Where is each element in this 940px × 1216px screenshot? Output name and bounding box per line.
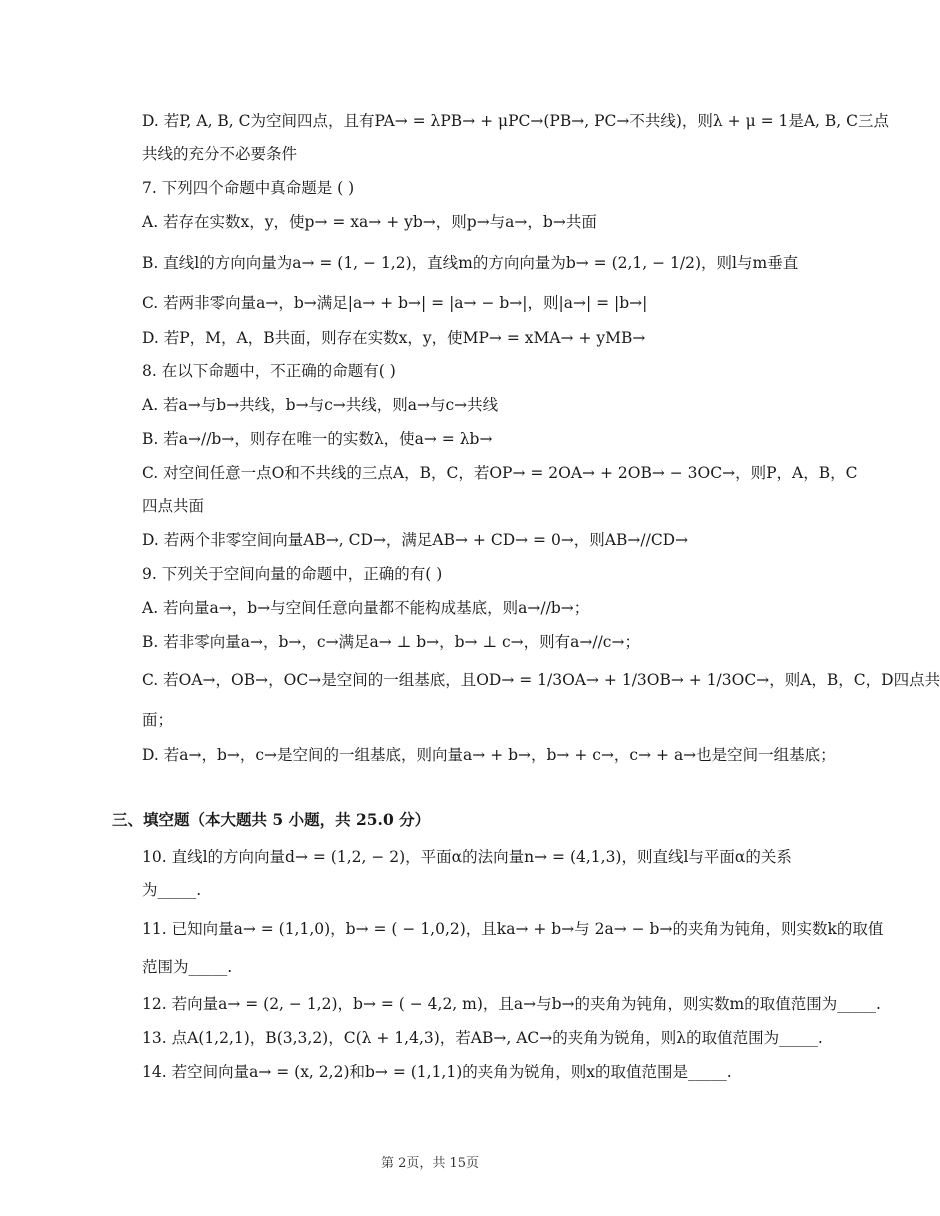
question-line: 9. 下列关于空间向量的命题中，正确的有( ) <box>142 565 443 583</box>
text-line: C. 对空间任意一点O和不共线的三点A，B，C，若OP→ = 2OA→ + 2OB→ − 3OC→，则P，A，B，C <box>142 464 858 482</box>
text-line: D. 若两个非零空间向量AB→, CD→，满足AB→ + CD→ = 0→，则AB→//CD→ <box>142 531 689 549</box>
text-line: B. 若非零向量a→，b→，c→满足a→ ⊥ b→，b→ ⊥ c→，则有a→//c→； <box>142 633 640 651</box>
section-heading: 三、填空题（本大题共 5 小题，共 25.0 分） <box>112 810 431 829</box>
text-line: D. 若P，M，A，B共面，则存在实数x，y，使MP→ = xMA→ + yMB→ <box>142 329 646 347</box>
text-line: 为_____. <box>142 881 202 899</box>
text-line: 四点共面 <box>142 497 205 515</box>
question-line: 7. 下列四个命题中真命题是 ( ) <box>142 179 355 197</box>
question-line: 13. 点A(1,2,1)，B(3,3,2)，C(λ + 1,4,3)，若AB→, AC→的夹角为锐角，则λ的取值范围为_____. <box>142 1029 823 1047</box>
question-line: 14. 若空间向量a→ = (x, 2,2)和b→ = (1,1,1)的夹角为锐角，则x的取值范围是_____. <box>142 1063 732 1081</box>
question-line: 12. 若向量a→ = (2, − 1,2)，b→ = ( − 4,2, m)，且a→与b→的夹角为钝角，则实数m的取值范围为_____. <box>142 995 881 1013</box>
question-line: 11. 已知向量a→ = (1,1,0)，b→ = ( − 1,0,2)，且ka→ + b→与 2a→ − b→的夹角为钝角，则实数k的取值 <box>142 920 884 938</box>
page-footer: 第 2页，共 15页 <box>380 1156 480 1171</box>
question-line: 8. 在以下命题中，不正确的命题有( ) <box>142 362 396 380</box>
text-line: A. 若a→与b→共线，b→与c→共线，则a→与c→共线 <box>142 396 499 414</box>
text-line: 面； <box>142 711 174 729</box>
question-line: 10. 直线l的方向向量d→ = (1,2, − 2)，平面α的法向量n→ = (4,1,3)，则直线l与平面α的关系 <box>142 848 792 866</box>
text-line: C. 若两非零向量a→，b→满足|a→ + b→| = |a→ − b→|，则|a→| = |b→| <box>142 294 648 312</box>
text-line: 范围为_____. <box>142 958 233 976</box>
text-line: D. 若P, A, B, C为空间四点，且有PA→ = λPB→ + μPC→(PB→, PC→不共线)，则λ + μ = 1是A, B, C三点 <box>142 112 889 130</box>
text-line: A. 若存在实数x，y，使p→ = xa→ + yb→，则p→与a→，b→共面 <box>142 213 597 231</box>
text-line: 共线的充分不必要条件 <box>142 145 298 163</box>
text-line: C. 若OA→，OB→，OC→是空间的一组基底，且OD→ = 1/3OA→ + 1/3OB→ + 1/3OC→，则A，B，C，D四点共 <box>142 671 940 689</box>
text-line: B. 直线l的方向向量为a→ = (1, − 1,2)，直线m的方向向量为b→ = (2,1, − 1/2)，则l与m垂直 <box>142 254 799 272</box>
text-line: A. 若向量a→，b→与空间任意向量都不能构成基底，则a→//b→； <box>142 599 590 617</box>
text-line: B. 若a→//b→，则存在唯一的实数λ，使a→ = λb→ <box>142 430 493 448</box>
text-line: D. 若a→，b→，c→是空间的一组基底，则向量a→ + b→，b→ + c→，c→ + a→也是空间一组基底； <box>142 746 836 764</box>
